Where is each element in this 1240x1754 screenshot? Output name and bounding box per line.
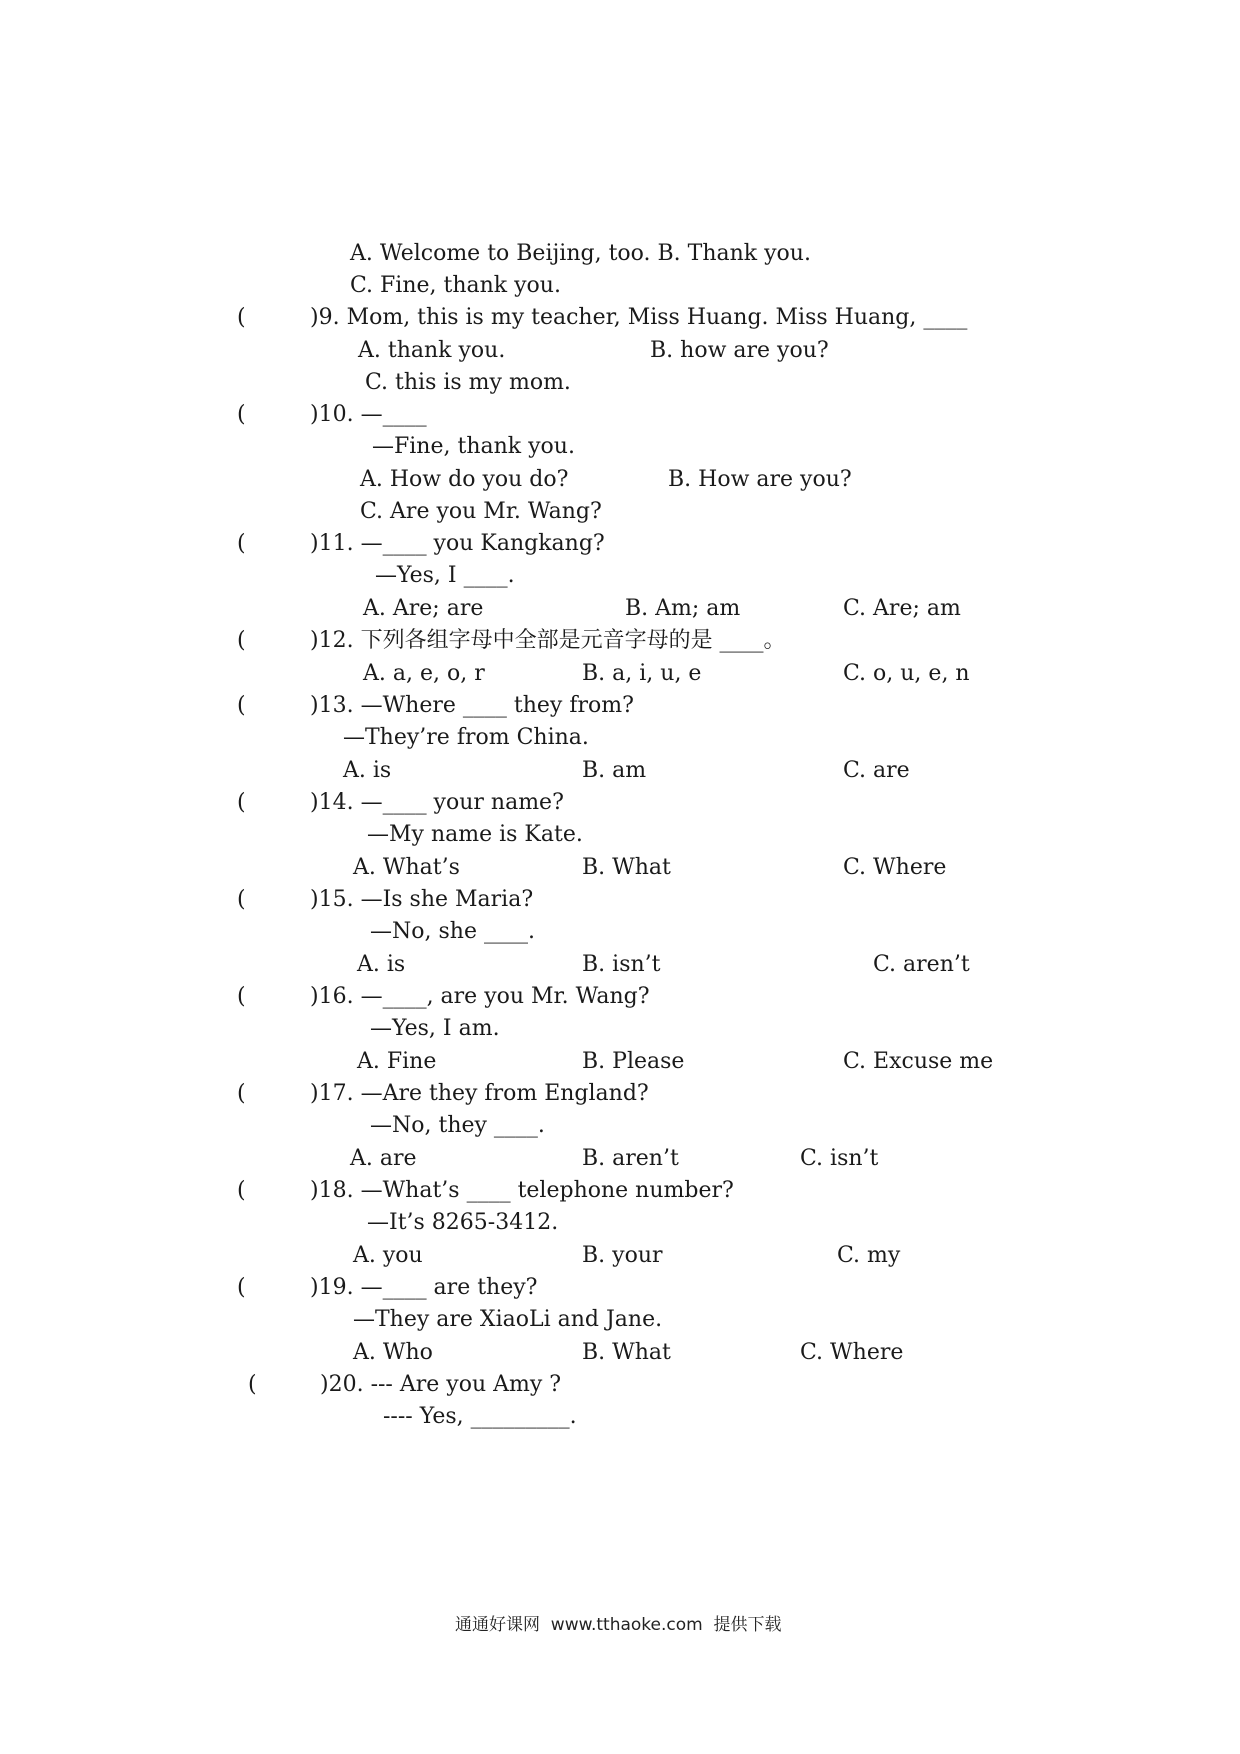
q16-option-a: A. Fine xyxy=(357,1049,437,1074)
q15-reply: —No, she ____. xyxy=(370,919,535,944)
q10-option-a: A. How do you do? xyxy=(360,467,569,492)
q9-option-a: A. thank you. xyxy=(358,338,506,363)
q11-option-c: C. Are; am xyxy=(843,596,961,621)
question-11: )11. —____ you Kangkang? xyxy=(310,531,605,556)
q14-option-b: B. What xyxy=(582,855,671,880)
q10-option-c: C. Are you Mr. Wang? xyxy=(360,499,602,524)
question-9: )9. Mom, this is my teacher, Miss Huang. Miss Huang, ____ xyxy=(310,305,968,330)
q16-option-b: B. Please xyxy=(582,1049,685,1074)
answer-paren: ( xyxy=(237,1275,246,1300)
q11-option-a: A. Are; are xyxy=(363,596,484,621)
q17-option-a: A. are xyxy=(350,1146,417,1171)
answer-paren: ( xyxy=(237,402,246,427)
q18-reply: —It’s 8265-3412. xyxy=(367,1210,559,1235)
answer-paren: ( xyxy=(237,305,246,330)
q16-reply: —Yes, I am. xyxy=(370,1016,500,1041)
q13-option-b: B. am xyxy=(582,758,647,783)
q20-reply: ---- Yes, _________. xyxy=(383,1404,577,1429)
answer-paren: ( xyxy=(237,887,246,912)
q18-option-a: A. you xyxy=(353,1243,423,1268)
question-18: )18. —What’s ____ telephone number? xyxy=(310,1178,734,1203)
q14-option-c: C. Where xyxy=(843,855,947,880)
answer-paren: ( xyxy=(237,628,246,653)
q10-reply: —Fine, thank you. xyxy=(372,434,575,459)
q8-options-ab: A. Welcome to Beijing, too. B. Thank you. xyxy=(350,241,811,266)
q13-option-c: C. are xyxy=(843,758,910,783)
q17-reply: —No, they ____. xyxy=(370,1113,545,1138)
q15-option-b: B. isn’t xyxy=(582,952,661,977)
answer-paren: ( xyxy=(237,1178,246,1203)
question-15: )15. —Is she Maria? xyxy=(310,887,534,912)
q16-option-c: C. Excuse me xyxy=(843,1049,994,1074)
q13-reply: —They’re from China. xyxy=(343,725,589,750)
q19-reply: —They are XiaoLi and Jane. xyxy=(353,1307,663,1332)
answer-paren: ( xyxy=(237,531,246,556)
q8-option-c: C. Fine, thank you. xyxy=(350,273,561,298)
question-12: )12. 下列各组字母中全部是元音字母的是 ____。 xyxy=(310,628,786,653)
q17-option-b: B. aren’t xyxy=(582,1146,679,1171)
q12-option-a: A. a, e, o, r xyxy=(363,661,485,686)
q19-option-a: A. Who xyxy=(353,1340,433,1365)
question-17: )17. —Are they from England? xyxy=(310,1081,649,1106)
q18-option-b: B. your xyxy=(582,1243,663,1268)
answer-paren: ( xyxy=(237,984,246,1009)
q12-option-c: C. o, u, e, n xyxy=(843,661,970,686)
q13-option-a: A. is xyxy=(343,758,392,783)
q10-option-b: B. How are you? xyxy=(668,467,852,492)
footer-source-note: 通通好课网 www.tthaoke.com 提供下载 xyxy=(455,1615,782,1635)
q9-option-b: B. how are you? xyxy=(650,338,829,363)
q15-option-a: A. is xyxy=(357,952,406,977)
answer-paren: ( xyxy=(237,790,246,815)
q17-option-c: C. isn’t xyxy=(800,1146,879,1171)
q19-option-c: C. Where xyxy=(800,1340,904,1365)
question-16: )16. —____, are you Mr. Wang? xyxy=(310,984,650,1009)
q11-option-b: B. Am; am xyxy=(625,596,741,621)
answer-paren: ( xyxy=(237,1081,246,1106)
answer-paren: ( xyxy=(248,1372,257,1397)
question-19: )19. —____ are they? xyxy=(310,1275,538,1300)
question-13: )13. —Where ____ they from? xyxy=(310,693,634,718)
q14-reply: —My name is Kate. xyxy=(367,822,583,847)
q9-option-c: C. this is my mom. xyxy=(365,370,571,395)
q15-option-c: C. aren’t xyxy=(873,952,970,977)
question-20: )20. --- Are you Amy ? xyxy=(320,1372,562,1397)
q12-option-b: B. a, i, u, e xyxy=(582,661,702,686)
question-14: )14. —____ your name? xyxy=(310,790,564,815)
q14-option-a: A. What’s xyxy=(353,855,460,880)
answer-paren: ( xyxy=(237,693,246,718)
q11-reply: —Yes, I ____. xyxy=(375,563,515,588)
q18-option-c: C. my xyxy=(837,1243,901,1268)
question-10: )10. —____ xyxy=(310,402,427,427)
q19-option-b: B. What xyxy=(582,1340,671,1365)
